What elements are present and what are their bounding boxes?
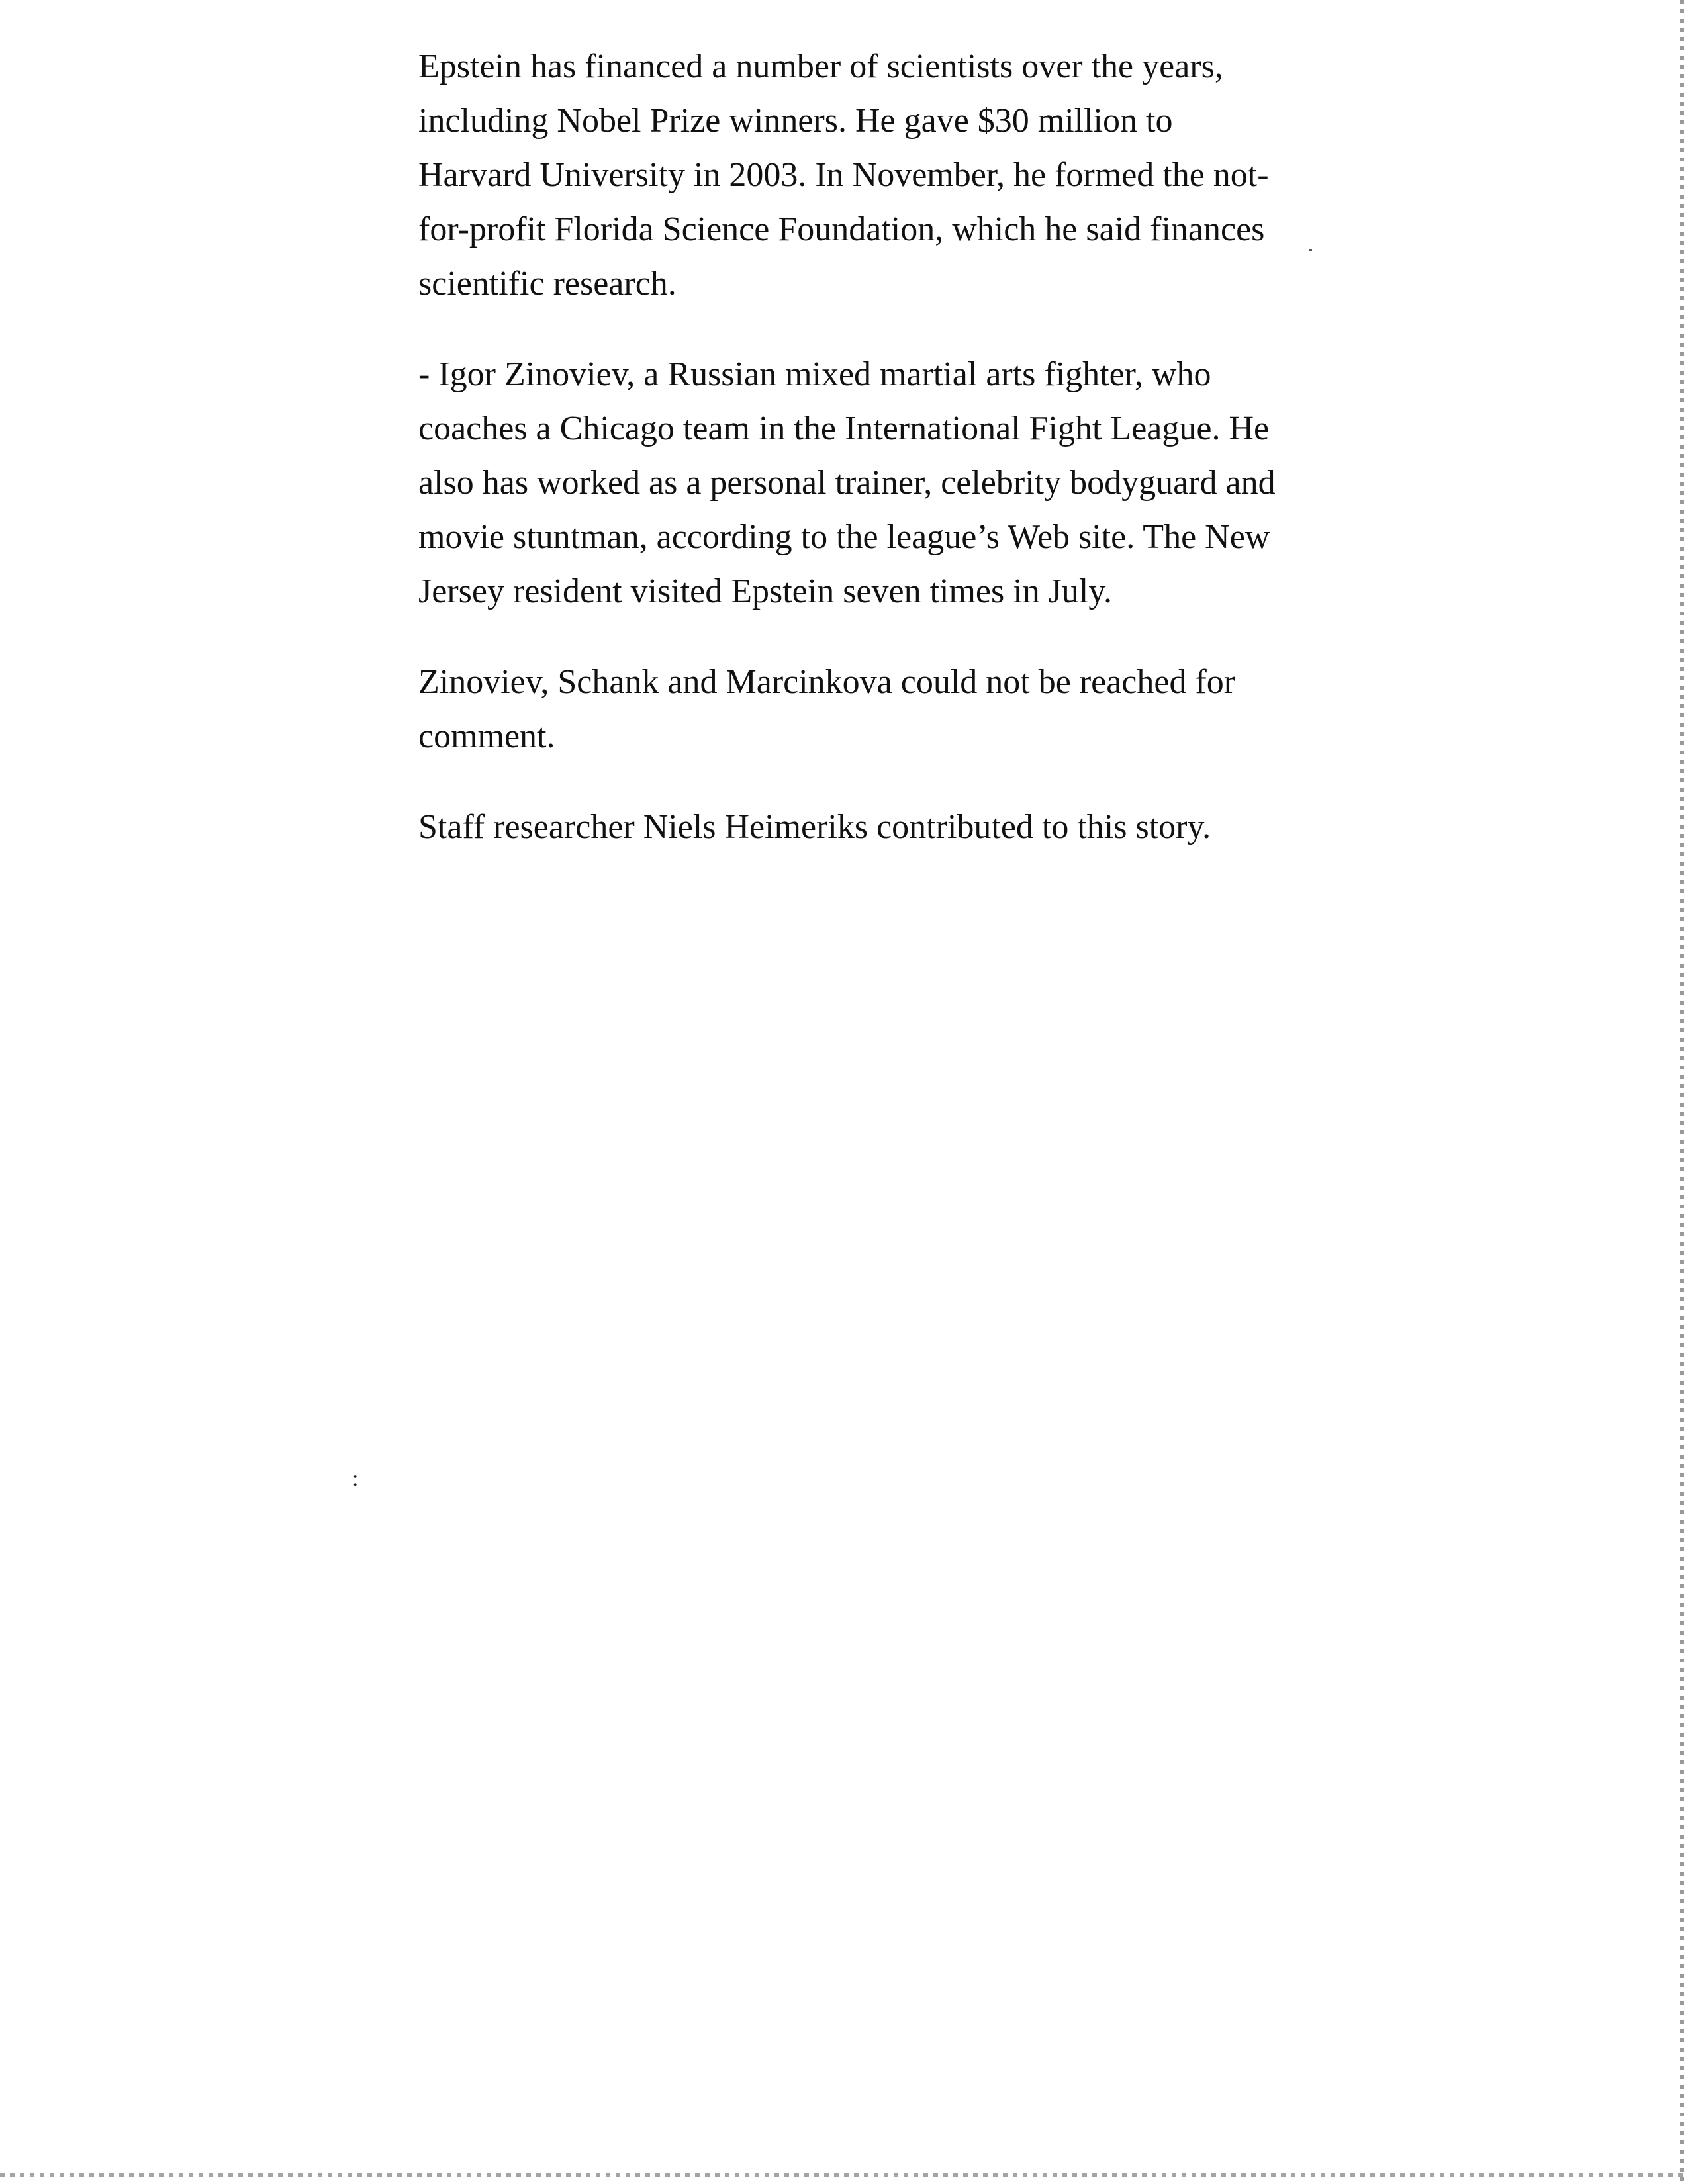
paragraph-epstein-financing: Epstein has financed a number of scientists over the years, including Nobel Prize winners. He gave $30 million to Harvard University in 2003. In November, he formed the not-for-profit Florida Science Foundation, which he said finances scientific research.: [418, 48, 1269, 302]
stray-mark: :: [352, 1467, 359, 1491]
paragraph-igor-zinoviev: - Igor Zinoviev, a Russian mixed martial arts fighter, who coaches a Chicago team in the International Fight League. He also has worked as a personal trainer, celebrity bodyguard and movie stuntman, according to the league’s Web site. The New Jersey resident visited Epstein seven times in July.: [418, 355, 1276, 610]
scan-speck: [1309, 249, 1312, 251]
scan-edge-right: [1680, 0, 1684, 2184]
paragraph-no-comment: Zinoviev, Schank and Marcinkova could not be reached for comment.: [418, 663, 1236, 755]
article-body: [418, 40, 1279, 891]
paragraph-staff-credit: Staff researcher Niels Heimeriks contributed to this story.: [418, 808, 1211, 846]
scan-edge-bottom: [0, 2173, 1688, 2177]
